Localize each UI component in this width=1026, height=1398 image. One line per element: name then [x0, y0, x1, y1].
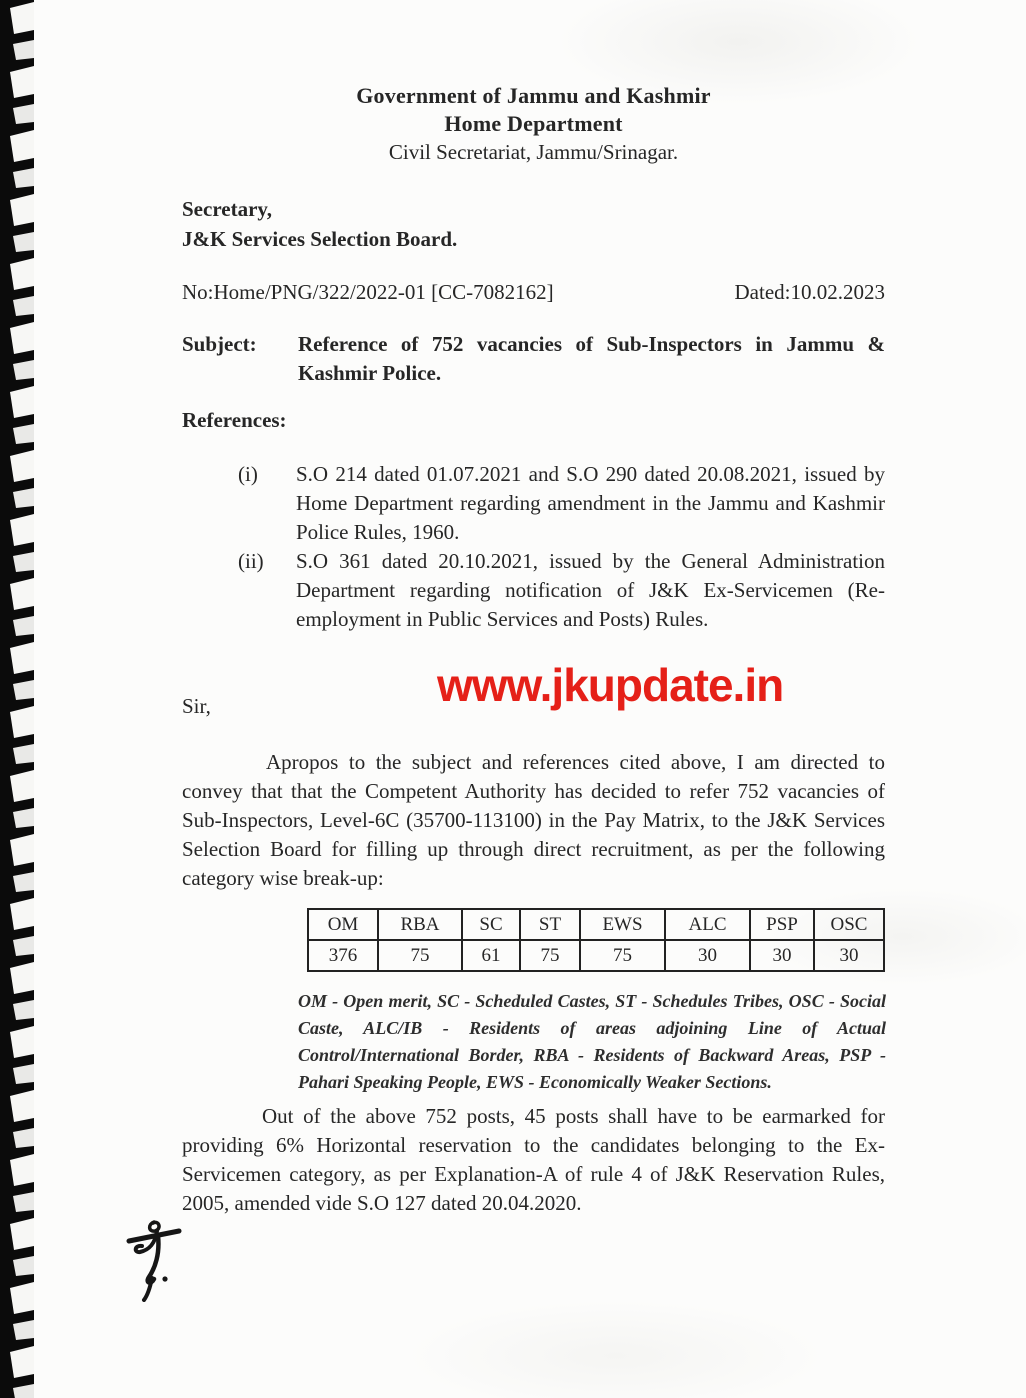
table-header-cell: ALC — [665, 909, 750, 940]
table-header-cell: PSP — [750, 909, 814, 940]
table-header-cell: OSC — [814, 909, 884, 940]
addressee-title: Secretary, — [182, 197, 272, 221]
salutation: Sir, — [182, 694, 211, 718]
reference-item — [182, 547, 885, 634]
table-value-row — [308, 940, 884, 971]
vacancy-breakup-table — [307, 908, 885, 972]
references-list — [182, 460, 885, 634]
table-header-cell: ST — [520, 909, 580, 940]
subject-row — [182, 330, 885, 388]
table-value-cell: 75 — [580, 940, 665, 971]
references-label: References: — [182, 408, 287, 432]
body-paragraph-1: Apropos to the subject and references cited above, I am directed to convey that that the Competent Authority has decided to refer 752 vacancies of Sub-Inspectors, Level-6C (35700-113100) in the Pay Matrix, to the J&K Services Selection Board for filling up through direct recruitment, as per the following category wise break-up: — [182, 750, 885, 890]
addressee-board: J&K Services Selection Board. — [182, 227, 458, 251]
subject-label: Subject: — [182, 332, 257, 356]
table-header-cell: RBA — [378, 909, 462, 940]
reference-marker: (i) — [238, 462, 258, 486]
table-value-cell: 75 — [520, 940, 580, 971]
signature-mark-icon — [124, 1216, 186, 1302]
abbreviations-note: OM - Open merit, SC - Scheduled Castes, ST - Schedules Tribes, OSC - Social Caste, ALC/IB - Residents of areas adjoining Line of Actual Control/International Border, RBA - Residents of Backward Areas, PSP - Pahari Speaking People, EWS - Economically Weaker Sections. — [298, 991, 886, 1092]
department-name: Home Department — [444, 111, 623, 136]
table-value-cell: 30 — [814, 940, 884, 971]
binding-notch-pattern-icon — [0, 0, 34, 1398]
subject-text: Reference of 752 vacancies of Sub-Inspectors in Jammu & Kashmir Police. — [298, 332, 885, 385]
table-value-cell: 75 — [378, 940, 462, 971]
reference-text: S.O 361 dated 20.10.2021, issued by the General Administration Department regarding notification of J&K Ex-Servicemen (Re-employment in Public Services and Posts) Rules. — [296, 549, 885, 631]
table-header-row — [308, 909, 884, 940]
addressee-block — [182, 194, 457, 254]
table-value-cell: 376 — [308, 940, 378, 971]
letterhead — [182, 82, 885, 166]
body-paragraph-2: Out of the above 752 posts, 45 posts shall have to be earmarked for providing 6% Horizontal reservation to the candidates belonging to the Ex-Servicemen category, as per Explanation-A of rule 4 of J&K Reservation Rules, 2005, amended vide S.O 127 dated 20.04.2020. — [182, 1104, 885, 1215]
file-number: No:Home/PNG/322/2022-01 [CC-7082162] — [182, 280, 554, 304]
government-name: Government of Jammu and Kashmir — [356, 83, 711, 108]
table-value-cell: 30 — [665, 940, 750, 971]
secretariat-address: Civil Secretariat, Jammu/Srinagar. — [388, 140, 679, 164]
scan-edge-strip — [0, 0, 34, 1398]
site-watermark: www.jkupdate.in — [437, 659, 784, 711]
reference-text: S.O 214 dated 01.07.2021 and S.O 290 dated 20.08.2021, issued by Home Department regarding amendment in the Jammu and Kashmir Police Rules, 1960. — [296, 462, 885, 544]
letter-date: Dated:10.02.2023 — [734, 280, 885, 304]
table-header-cell: EWS — [580, 909, 665, 940]
table-value-cell: 30 — [750, 940, 814, 971]
table-header-cell: SC — [462, 909, 520, 940]
table-value-cell: 61 — [462, 940, 520, 971]
reference-marker: (ii) — [238, 549, 264, 573]
table-header-cell: OM — [308, 909, 378, 940]
file-reference-line — [182, 280, 885, 305]
reference-item — [182, 460, 885, 547]
